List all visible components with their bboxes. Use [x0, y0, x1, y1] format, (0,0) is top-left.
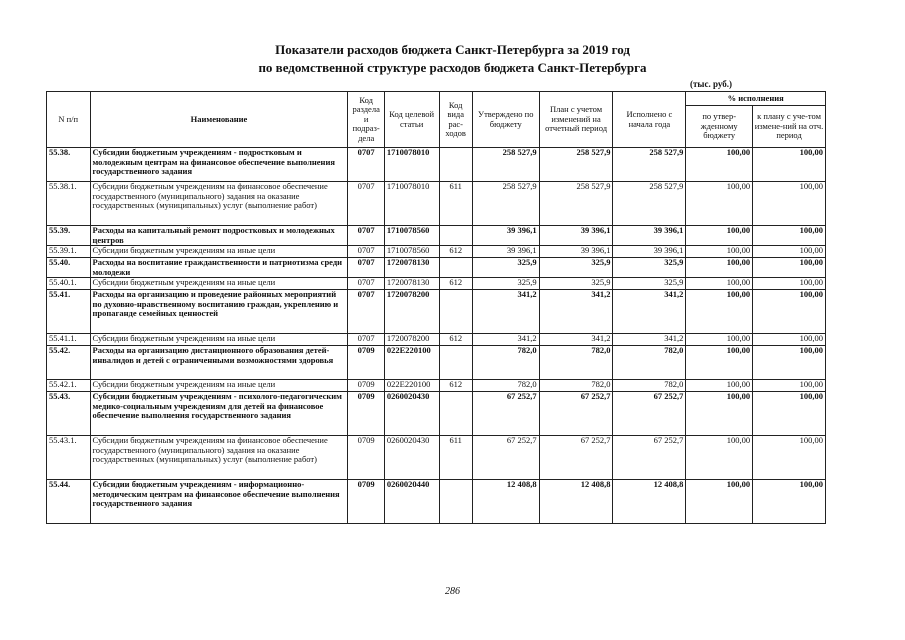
table-row — [47, 258, 826, 278]
table-row — [47, 246, 826, 258]
row-section: 0709 — [348, 480, 384, 524]
row-approved: 325,9 — [472, 258, 539, 278]
units-label: (тыс. руб.) — [690, 79, 732, 89]
row-name: Субсидии бюджетным учреждениям на финансовое обеспечение государственного (муниципального) задания на оказание государственных (муниципальных) услуг (выполнение работ) — [90, 436, 348, 480]
row-pct-approved: 100,00 — [686, 380, 753, 392]
table-row — [47, 380, 826, 392]
header-percent-group: % исполнения — [686, 92, 826, 106]
row-pct-approved: 100,00 — [686, 290, 753, 334]
row-type: 611 — [439, 436, 472, 480]
row-approved: 258 527,9 — [472, 182, 539, 226]
row-approved: 12 408,8 — [472, 480, 539, 524]
table-row — [47, 278, 826, 290]
row-num: 55.38. — [47, 148, 91, 182]
row-pct-plan: 100,00 — [753, 258, 826, 278]
row-type — [439, 346, 472, 380]
row-target: 1720078130 — [384, 278, 439, 290]
page-subtitle: по ведомственной структуре расходов бюджета Санкт-Петербурга — [258, 60, 647, 75]
header-target: Код целевой статьи — [384, 92, 439, 148]
row-executed: 782,0 — [613, 380, 686, 392]
row-target: 1720078200 — [384, 290, 439, 334]
row-pct-approved: 100,00 — [686, 334, 753, 346]
row-approved: 258 527,9 — [472, 148, 539, 182]
row-executed: 39 396,1 — [613, 226, 686, 246]
row-plan: 325,9 — [539, 258, 613, 278]
row-executed: 325,9 — [613, 278, 686, 290]
row-num: 55.41. — [47, 290, 91, 334]
row-pct-plan: 100,00 — [753, 436, 826, 480]
row-pct-plan: 100,00 — [753, 278, 826, 290]
row-plan: 782,0 — [539, 346, 613, 380]
row-pct-approved: 100,00 — [686, 148, 753, 182]
row-type — [439, 148, 472, 182]
row-section: 0707 — [348, 278, 384, 290]
header-plan: План с учетом изменений на отчетный период — [539, 92, 613, 148]
row-approved: 782,0 — [472, 346, 539, 380]
row-name: Субсидии бюджетным учреждениям - информационно-методическим центрам на финансовое обеспечение выполнения государственного задания — [90, 480, 348, 524]
page-title: Показатели расходов бюджета Санкт-Петербурга за 2019 год — [275, 42, 630, 57]
header-pct-approved: по утвер-жденному бюджету — [686, 106, 753, 148]
row-num: 55.39.1. — [47, 246, 91, 258]
row-target: 1720078130 — [384, 258, 439, 278]
row-plan: 39 396,1 — [539, 226, 613, 246]
row-pct-approved: 100,00 — [686, 278, 753, 290]
row-name: Субсидии бюджетным учреждениям на иные цели — [90, 246, 348, 258]
row-name: Субсидии бюджетным учреждениям на иные цели — [90, 380, 348, 392]
row-type: 611 — [439, 182, 472, 226]
row-section: 0707 — [348, 246, 384, 258]
row-approved: 39 396,1 — [472, 226, 539, 246]
row-plan: 341,2 — [539, 290, 613, 334]
row-executed: 341,2 — [613, 334, 686, 346]
page-number: 286 — [445, 586, 460, 597]
row-type — [439, 392, 472, 436]
row-type: 612 — [439, 246, 472, 258]
row-section: 0709 — [348, 436, 384, 480]
row-pct-approved: 100,00 — [686, 480, 753, 524]
row-section: 0709 — [348, 346, 384, 380]
row-pct-plan: 100,00 — [753, 380, 826, 392]
table-row — [47, 436, 826, 480]
row-name: Субсидии бюджетным учреждениям на финансовое обеспечение государственного (муниципального) задания на оказание государственных (муниципальных) услуг (выполнение работ) — [90, 182, 348, 226]
row-plan: 67 252,7 — [539, 392, 613, 436]
row-plan: 258 527,9 — [539, 148, 613, 182]
table-row — [47, 290, 826, 334]
row-target: 1710078560 — [384, 246, 439, 258]
row-executed: 12 408,8 — [613, 480, 686, 524]
header-pct-plan: к плану с уче-том измене-ний на отч. период — [753, 106, 826, 148]
row-plan: 258 527,9 — [539, 182, 613, 226]
table-row — [47, 226, 826, 246]
row-approved: 67 252,7 — [472, 436, 539, 480]
row-num: 55.42. — [47, 346, 91, 380]
row-executed: 782,0 — [613, 346, 686, 380]
table-row — [47, 392, 826, 436]
row-type: 612 — [439, 334, 472, 346]
row-plan: 39 396,1 — [539, 246, 613, 258]
row-pct-approved: 100,00 — [686, 246, 753, 258]
budget-table — [46, 91, 826, 524]
row-num: 55.40. — [47, 258, 91, 278]
row-name: Субсидии бюджетным учреждениям на иные цели — [90, 278, 348, 290]
header-approved: Утверждено по бюджету — [472, 92, 539, 148]
row-pct-plan: 100,00 — [753, 334, 826, 346]
row-type — [439, 258, 472, 278]
row-executed: 67 252,7 — [613, 392, 686, 436]
row-plan: 325,9 — [539, 278, 613, 290]
row-executed: 341,2 — [613, 290, 686, 334]
header-executed: Исполнено с начала года — [613, 92, 686, 148]
row-approved: 341,2 — [472, 334, 539, 346]
table-row — [47, 148, 826, 182]
row-name: Расходы на капитальный ремонт подростковых и молодежных центров — [90, 226, 348, 246]
row-name: Расходы на организацию дистанционного образования детей-инвалидов и детей с ограниченными возможностями здоровья — [90, 346, 348, 380]
row-section: 0707 — [348, 226, 384, 246]
row-plan: 67 252,7 — [539, 436, 613, 480]
row-pct-plan: 100,00 — [753, 290, 826, 334]
row-section: 0707 — [348, 258, 384, 278]
row-pct-plan: 100,00 — [753, 246, 826, 258]
row-plan: 341,2 — [539, 334, 613, 346]
row-target: 1710078010 — [384, 182, 439, 226]
header-type: Код вида рас-ходов — [439, 92, 472, 148]
row-target: 0260020430 — [384, 436, 439, 480]
row-section: 0707 — [348, 182, 384, 226]
row-type: 612 — [439, 278, 472, 290]
header-num: N п/п — [47, 92, 91, 148]
row-target: 022E220100 — [384, 346, 439, 380]
table-row — [47, 182, 826, 226]
row-num: 55.44. — [47, 480, 91, 524]
row-target: 0260020440 — [384, 480, 439, 524]
row-target: 022E220100 — [384, 380, 439, 392]
row-executed: 39 396,1 — [613, 246, 686, 258]
row-pct-approved: 100,00 — [686, 226, 753, 246]
row-pct-approved: 100,00 — [686, 436, 753, 480]
row-section: 0709 — [348, 392, 384, 436]
row-pct-approved: 100,00 — [686, 392, 753, 436]
row-type — [439, 480, 472, 524]
row-approved: 325,9 — [472, 278, 539, 290]
row-name: Расходы на воспитание гражданственности и патриотизма среди молодежи — [90, 258, 348, 278]
row-num: 55.43. — [47, 392, 91, 436]
row-executed: 258 527,9 — [613, 148, 686, 182]
row-target: 1710078010 — [384, 148, 439, 182]
row-pct-plan: 100,00 — [753, 346, 826, 380]
row-num: 55.41.1. — [47, 334, 91, 346]
row-name: Расходы на организацию и проведение районных мероприятий по духовно-нравственному воспитанию граждан, укреплению и пропаганде семейных ценностей — [90, 290, 348, 334]
row-target: 1710078560 — [384, 226, 439, 246]
row-num: 55.39. — [47, 226, 91, 246]
row-pct-plan: 100,00 — [753, 226, 826, 246]
row-pct-plan: 100,00 — [753, 182, 826, 226]
row-num: 55.42.1. — [47, 380, 91, 392]
row-num: 55.40.1. — [47, 278, 91, 290]
row-executed: 67 252,7 — [613, 436, 686, 480]
row-name: Субсидии бюджетным учреждениям - психолого-педагогическим медико-социальным учреждениям для детей на финансовое обеспечение выполнения государственного задания — [90, 392, 348, 436]
row-plan: 12 408,8 — [539, 480, 613, 524]
row-type — [439, 226, 472, 246]
row-type — [439, 290, 472, 334]
row-pct-approved: 100,00 — [686, 258, 753, 278]
row-pct-approved: 100,00 — [686, 346, 753, 380]
table-row — [47, 480, 826, 524]
row-type: 612 — [439, 380, 472, 392]
row-section: 0707 — [348, 290, 384, 334]
row-pct-plan: 100,00 — [753, 148, 826, 182]
table-row — [47, 346, 826, 380]
row-pct-approved: 100,00 — [686, 182, 753, 226]
row-target: 1720078200 — [384, 334, 439, 346]
row-pct-plan: 100,00 — [753, 480, 826, 524]
row-approved: 782,0 — [472, 380, 539, 392]
row-approved: 67 252,7 — [472, 392, 539, 436]
row-target: 0260020430 — [384, 392, 439, 436]
row-section: 0707 — [348, 334, 384, 346]
row-executed: 258 527,9 — [613, 182, 686, 226]
row-pct-plan: 100,00 — [753, 392, 826, 436]
row-num: 55.43.1. — [47, 436, 91, 480]
row-name: Субсидии бюджетным учреждениям на иные цели — [90, 334, 348, 346]
table-row — [47, 334, 826, 346]
header-section: Код раздела и подраз-дела — [348, 92, 384, 148]
row-num: 55.38.1. — [47, 182, 91, 226]
header-name: Наименование — [90, 92, 348, 148]
row-plan: 782,0 — [539, 380, 613, 392]
row-approved: 341,2 — [472, 290, 539, 334]
row-section: 0707 — [348, 148, 384, 182]
row-name: Субсидии бюджетным учреждениям - подростковым и молодежным центрам на финансовое обеспечение выполнения государственного задания — [90, 148, 348, 182]
row-executed: 325,9 — [613, 258, 686, 278]
row-section: 0709 — [348, 380, 384, 392]
row-approved: 39 396,1 — [472, 246, 539, 258]
